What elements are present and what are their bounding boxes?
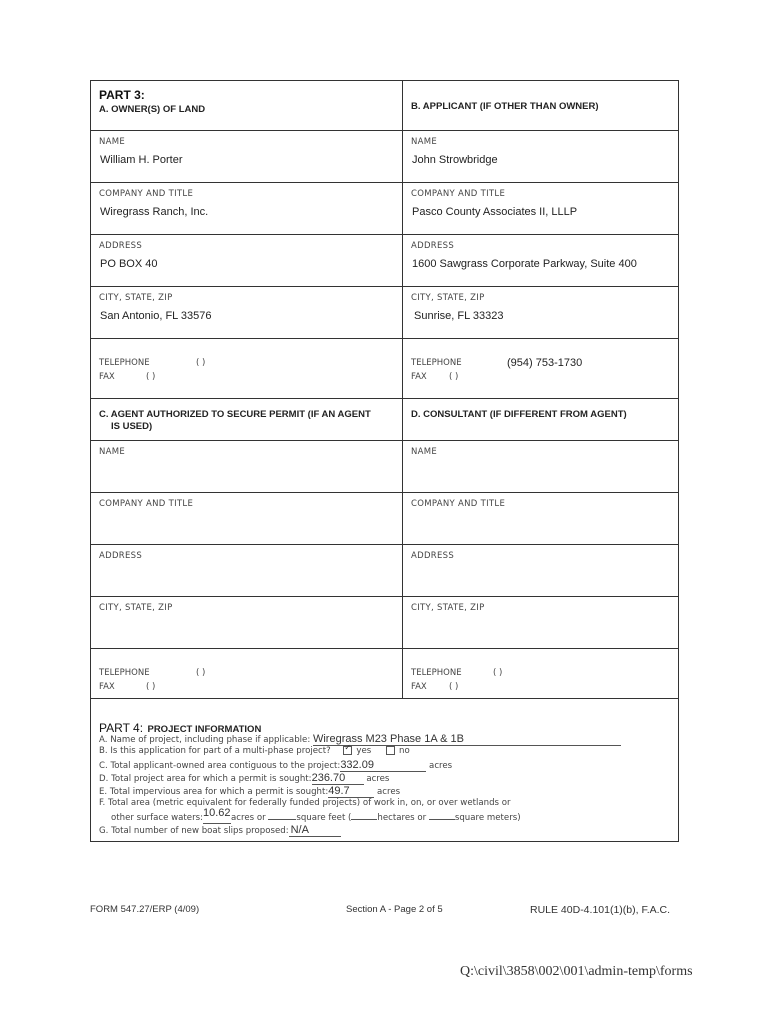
owner-name-label: NAME — [99, 137, 126, 147]
owner-city-cell[interactable] — [91, 287, 403, 338]
item-d-label: D. Total project area for which a permit is sought: — [99, 774, 312, 784]
agent-company-row — [91, 493, 678, 545]
section-b-heading: B. APPLICANT (IF OTHER THAN OWNER) — [411, 101, 599, 112]
wetlands-sqft-field[interactable] — [268, 819, 296, 820]
item-c — [99, 759, 452, 772]
applicant-address-value: 1600 Sawgrass Corporate Parkway, Suite 400 — [412, 258, 637, 270]
wetlands-acres-value: 10.62 — [202, 807, 231, 819]
part4-subtitle: PROJECT INFORMATION — [147, 724, 262, 735]
owner-company-cell[interactable] — [91, 183, 403, 234]
item-b — [99, 746, 410, 756]
section-d-heading: D. CONSULTANT (IF DIFFERENT FROM AGENT) — [411, 409, 627, 420]
agent-company-cell[interactable] — [91, 493, 403, 544]
address-row — [91, 235, 678, 287]
city-row — [91, 287, 678, 339]
rule-reference: RULE 40D-4.101(1)(b), F.A.C. — [530, 904, 671, 916]
applicant-city-label: CITY, STATE, ZIP — [411, 293, 485, 303]
file-path: Q:\civil\3858\002\001\admin-temp\forms — [460, 964, 693, 979]
consultant-city-label: CITY, STATE, ZIP — [411, 603, 485, 613]
project-area-value: 236.70 — [311, 772, 346, 784]
item-b-label: B. Is this application for part of a multi-phase project? — [99, 746, 331, 756]
consultant-telephone-label: TELEPHONE — [411, 668, 462, 678]
agent-company-label: COMPANY AND TITLE — [99, 499, 194, 509]
applicant-city-value: Sunrise, FL 33323 — [414, 310, 504, 322]
project-area-field[interactable] — [312, 772, 364, 785]
owner-address-cell[interactable] — [91, 235, 403, 286]
boat-slips-field[interactable] — [289, 824, 341, 837]
agent-fax-paren: ( ) — [146, 682, 156, 692]
owner-phone-cell[interactable] — [91, 339, 403, 398]
agent-name-cell[interactable] — [91, 441, 403, 492]
consultant-name-label: NAME — [411, 447, 438, 457]
applicant-city-cell[interactable] — [403, 287, 679, 338]
part4-title: PART 4: — [99, 721, 144, 735]
item-f-sqft: square feet ( — [296, 813, 352, 823]
owner-name-value: William H. Porter — [100, 154, 183, 166]
no-label: no — [399, 746, 410, 756]
item-a-label: A. Name of project, including phase if applicable: — [99, 735, 311, 745]
applicant-name-label: NAME — [411, 137, 438, 147]
agent-telephone-paren: ( ) — [196, 668, 206, 678]
consultant-name-cell[interactable] — [403, 441, 679, 492]
item-c-label: C. Total applicant-owned area contiguous to the project: — [99, 761, 341, 771]
agent-phone-cell[interactable] — [91, 649, 403, 698]
consultant-city-cell[interactable] — [403, 597, 679, 648]
impervious-area-value: 49.7 — [328, 785, 350, 797]
part3-title: PART 3: — [99, 88, 145, 102]
item-f-line2 — [111, 807, 521, 824]
agent-telephone-label: TELEPHONE — [99, 668, 150, 678]
consultant-fax-paren: ( ) — [449, 682, 459, 692]
wetlands-hectares-field[interactable] — [351, 819, 377, 820]
item-f-line1: F. Total area (metric equivalent for federally funded projects) of work in, on, or over wetlands or — [99, 798, 511, 808]
name-row — [91, 131, 678, 183]
consultant-address-cell[interactable] — [403, 545, 679, 596]
wetlands-sqm-field[interactable] — [429, 819, 455, 820]
owner-fax-paren: ( ) — [146, 372, 156, 382]
form-number: FORM 547.27/ERP (4/09) — [90, 904, 200, 915]
applicant-address-label: ADDRESS — [411, 241, 455, 251]
no-checkbox[interactable] — [386, 746, 395, 755]
agent-header-cell — [91, 399, 403, 440]
item-a — [99, 733, 621, 746]
applicant-company-cell[interactable] — [403, 183, 679, 234]
agent-header-row — [91, 399, 678, 441]
item-g — [99, 824, 341, 837]
agent-address-label: ADDRESS — [99, 551, 143, 561]
owner-address-label: ADDRESS — [99, 241, 143, 251]
wetlands-acres-field[interactable] — [202, 807, 231, 824]
item-f-hectares: hectares or — [377, 813, 427, 823]
consultant-address-label: ADDRESS — [411, 551, 455, 561]
agent-city-label: CITY, STATE, ZIP — [99, 603, 173, 613]
owner-company-value: Wiregrass Ranch, Inc. — [100, 206, 209, 218]
applicant-company-label: COMPANY AND TITLE — [411, 189, 506, 199]
yes-label: yes — [356, 746, 372, 756]
item-c-units: acres — [429, 761, 453, 771]
applicant-fax-paren: ( ) — [449, 372, 459, 382]
applicant-name-cell[interactable] — [403, 131, 679, 182]
owner-city-label: CITY, STATE, ZIP — [99, 293, 173, 303]
agent-name-row — [91, 441, 678, 493]
item-e — [99, 785, 400, 798]
owner-header-cell — [91, 81, 403, 130]
consultant-telephone-paren: ( ) — [493, 668, 503, 678]
agent-fax-label: FAX — [99, 682, 115, 692]
applicant-address-cell[interactable] — [403, 235, 679, 286]
owner-address-value: PO BOX 40 — [100, 258, 158, 270]
applicant-name-value: John Strowbridge — [412, 154, 498, 166]
consultant-company-label: COMPANY AND TITLE — [411, 499, 506, 509]
item-d-units: acres — [366, 774, 390, 784]
applicant-telephone-label: TELEPHONE — [411, 358, 462, 368]
agent-name-label: NAME — [99, 447, 126, 457]
item-e-label: E. Total impervious area for which a permit is sought: — [99, 787, 329, 797]
consultant-company-cell[interactable] — [403, 493, 679, 544]
section-a-heading: A. OWNER(S) OF LAND — [99, 104, 206, 115]
impervious-area-field[interactable] — [328, 785, 374, 798]
item-f-prefix: other surface waters: — [111, 813, 203, 823]
applicant-fax-label: FAX — [411, 372, 427, 382]
yes-checkbox[interactable] — [343, 746, 352, 755]
item-f-sqm: square meters) — [454, 813, 521, 823]
owner-name-cell[interactable] — [91, 131, 403, 182]
agent-address-cell[interactable] — [91, 545, 403, 596]
agent-city-cell[interactable] — [91, 597, 403, 648]
item-d — [99, 772, 389, 785]
owner-telephone-label: TELEPHONE — [99, 358, 150, 368]
part4-section — [91, 699, 678, 841]
boat-slips-value: N/A — [290, 824, 309, 836]
project-name-field[interactable] — [313, 733, 621, 746]
section-c-heading: C. AGENT AUTHORIZED TO SECURE PERMIT (IF AN AGENT — [99, 409, 371, 420]
contiguous-area-field[interactable] — [340, 759, 426, 772]
contiguous-area-value: 332.09 — [340, 759, 374, 771]
company-row — [91, 183, 678, 235]
owner-company-label: COMPANY AND TITLE — [99, 189, 194, 199]
agent-address-row — [91, 545, 678, 597]
owner-fax-label: FAX — [99, 372, 115, 382]
applicant-header-cell — [403, 81, 679, 130]
project-name-value: Wiregrass M23 Phase 1A & 1B — [312, 733, 464, 745]
consultant-fax-label: FAX — [411, 682, 427, 692]
owner-city-value: San Antonio, FL 33576 — [100, 310, 212, 322]
agent-phone-row — [91, 649, 678, 699]
part3-header-row — [91, 81, 678, 131]
section-c-heading-line2: IS USED) — [111, 421, 153, 432]
item-g-label: G. Total number of new boat slips proposed: — [99, 826, 289, 836]
applicant-phone-cell[interactable] — [403, 339, 679, 398]
permit-form — [90, 80, 679, 842]
item-e-units: acres — [377, 787, 401, 797]
page-indicator: Section A - Page 2 of 5 — [346, 904, 443, 915]
owner-telephone-paren: ( ) — [196, 358, 206, 368]
item-f-acres-or: acres or — [230, 813, 266, 823]
applicant-telephone-value: (954) 753-1730 — [507, 357, 583, 369]
consultant-header-cell — [403, 399, 679, 440]
agent-city-row — [91, 597, 678, 649]
consultant-phone-cell[interactable] — [403, 649, 679, 698]
applicant-company-value: Pasco County Associates II, LLLP — [412, 206, 578, 218]
phone-row — [91, 339, 678, 399]
